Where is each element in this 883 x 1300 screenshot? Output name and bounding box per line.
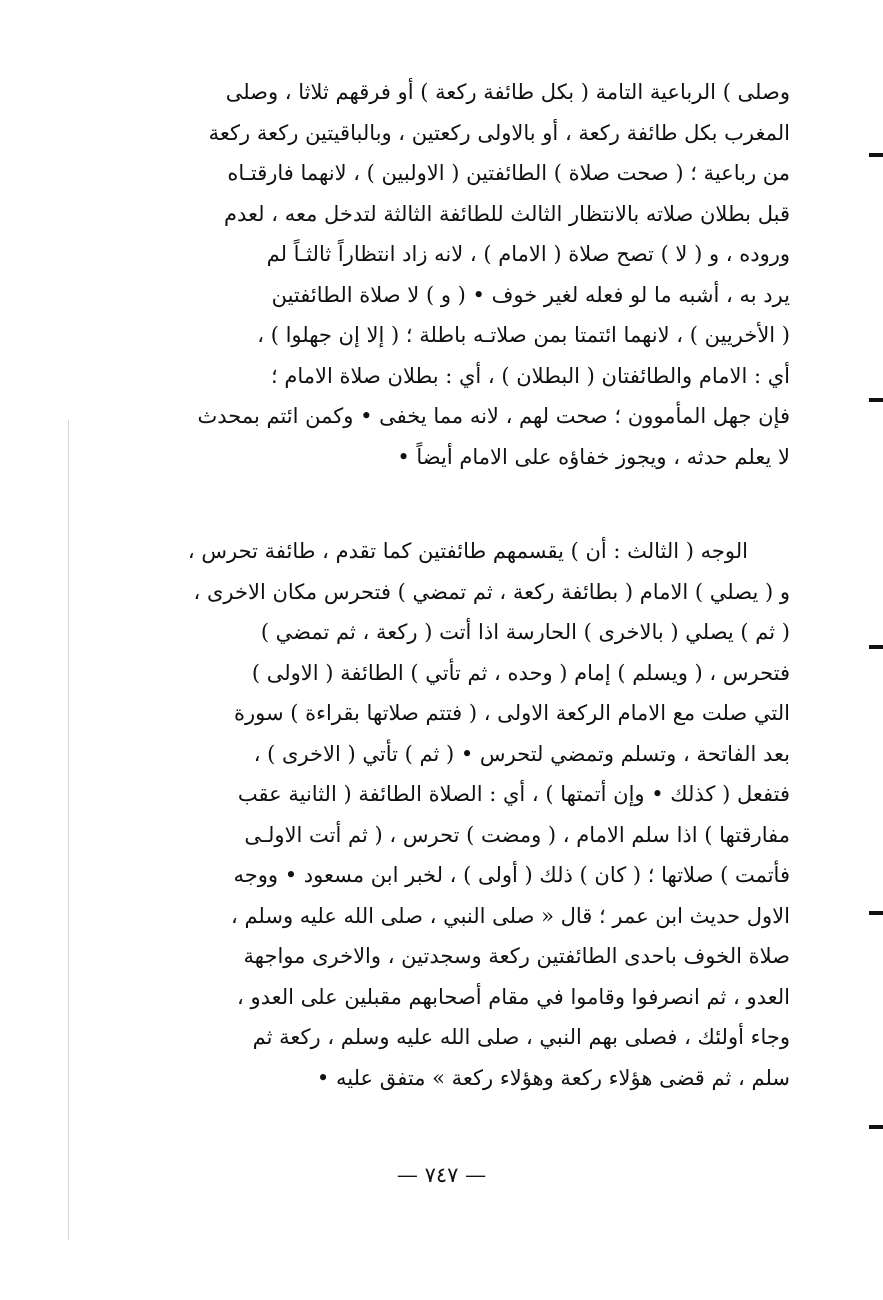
text-line: فتحرس ، ( ويسلم ) إمام ( وحده ، ثم تأتي ) الطائفة ( الاولى ) xyxy=(251,660,790,685)
text-line: الوجه ( الثالث : أن ) يقسمهم طائفتين كما تقدم ، طائفة تحرس ، xyxy=(187,539,748,563)
text-line: أي : الامام والطائفتان ( البطلان ) ، أي : بطلان صلاة الامام ؛ xyxy=(271,363,790,388)
text-line: يرد به ، أشبه ما لو فعله لغير خوف • ( و ) لا صلاة الطائفتين xyxy=(271,282,790,307)
text-line: الاول حديث ابن عمر ؛ قال « صلى النبي ، صلى الله عليه وسلم ، xyxy=(230,903,790,928)
text-line: مفارقتها ) اذا سلم الامام ، ( ومضت ) تحرس ، ( ثم أتت الاولـى xyxy=(244,822,790,847)
paragraph-2 xyxy=(150,531,790,1098)
scan-crease-line xyxy=(68,420,69,1240)
margin-tick-mark xyxy=(869,911,883,915)
margin-tick-mark xyxy=(869,645,883,649)
page-number: — ٧٤٧ — xyxy=(396,1163,487,1187)
text-line: صلاة الخوف باحدى الطائفتين ركعة وسجدتين ، والاخرى مواجهة xyxy=(243,944,790,968)
text-line: من رباعية ؛ ( صحت صلاة ) الطائفتين ( الاولبين ) ، لانهما فارقتـاه xyxy=(227,161,790,185)
text-line: وصلى ) الرباعية التامة ( بكل طائفة ركعة ) أو فرقهم ثلاثا ، وصلى xyxy=(225,80,790,104)
text-line: ( ثم ) يصلي ( بالاخرى ) الحارسة اذا أتت ( ركعة ، ثم تمضي ) xyxy=(260,620,790,644)
paragraph-1 xyxy=(150,72,790,477)
text-line: فأتمت ) صلاتها ؛ ( كان ) ذلك ( أولى ) ، لخبر ابن مسعود • ووجه xyxy=(233,863,790,887)
text-line: و ( يصلي ) الامام ( بطائفة ركعة ، ثم تمضي ) فتحرس مكان الاخرى ، xyxy=(193,579,790,604)
text-line: وروده ، و ( لا ) تصح صلاة ( الامام ) ، لانه زاد انتظاراً ثالثـاً لم xyxy=(266,242,790,266)
text-line: وجاء أولئك ، فصلى بهم النبي ، صلى الله عليه وسلم ، ركعة ثم xyxy=(252,1025,790,1049)
text-line: لا يعلم حدثه ، ويجوز خفاؤه على الامام أيضاً • xyxy=(397,444,790,469)
text-line: فتفعل ( كذلك • وإن أتمتها ) ، أي : الصلاة الطائفة ( الثانية عقب xyxy=(237,782,790,806)
text-line: التي صلت مع الامام الركعة الاولى ، ( فتتم صلاتها بقراءة ) سورة xyxy=(233,701,790,725)
text-line: ( الأخريين ) ، لانهما ائتمتا بمن صلاتـه باطلة ؛ ( إلا إن جهلوا ) ، xyxy=(257,323,790,347)
text-line: العدو ، ثم انصرفوا وقاموا في مقام أصحابهم مقبلين على العدو ، xyxy=(237,984,790,1009)
text-line: فإن جهل المأموون ؛ صحت لهم ، لانه مما يخفى • وكمن ائتم بمحدث xyxy=(197,404,790,428)
text-line: سلم ، ثم قضى هؤلاء ركعة وهؤلاء ركعة » متفق عليه • xyxy=(316,1065,790,1090)
margin-tick-mark xyxy=(869,1125,883,1129)
text-line: بعد الفاتحة ، وتسلم وتمضي لتحرس • ( ثم ) تأتي ( الاخرى ) ، xyxy=(253,741,790,766)
margin-tick-mark xyxy=(869,153,883,157)
text-line: قبل بطلان صلاته بالانتظار الثالث للطائفة الثالثة لتدخل معه ، لعدم xyxy=(224,201,790,226)
margin-tick-mark xyxy=(869,398,883,402)
text-line: المغرب بكل طائفة ركعة ، أو بالاولى ركعتين ، وبالباقيتين ركعة ركعة xyxy=(208,120,790,145)
